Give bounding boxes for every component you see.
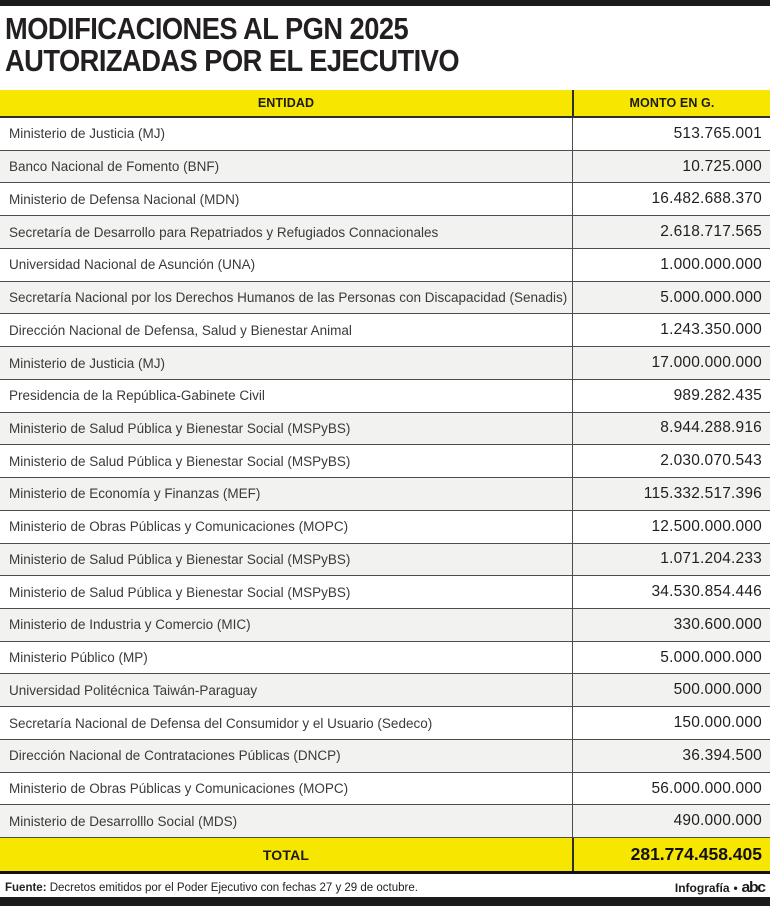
- entity-cell: Banco Nacional de Fomento (BNF): [9, 159, 220, 175]
- entity-cell: Ministerio Público (MP): [9, 650, 148, 666]
- table-row: [0, 380, 770, 413]
- table-row: [0, 805, 770, 838]
- amount-cell: 10.725.000: [572, 151, 770, 183]
- amount-cell: 5.000.000.000: [572, 282, 770, 314]
- entity-cell: Ministerio de Obras Públicas y Comunicaciones (MOPC): [9, 519, 349, 535]
- amount-cell: 989.282.435: [572, 380, 770, 412]
- table-row: [0, 282, 770, 315]
- amount-cell: 16.482.688.370: [572, 183, 770, 215]
- entity-cell: Secretaría Nacional por los Derechos Humanos de las Personas con Discapacidad (Senadis): [9, 290, 568, 306]
- amount-cell: 17.000.000.000: [572, 347, 770, 379]
- entity-cell: Secretaría Nacional de Defensa del Consumidor y el Usuario (Sedeco): [9, 715, 433, 731]
- table-row: [0, 576, 770, 609]
- table-row: [0, 674, 770, 707]
- amount-cell: 56.000.000.000: [572, 773, 770, 805]
- source-label: Fuente:: [5, 881, 47, 894]
- entity-cell: Ministerio de Defensa Nacional (MDN): [9, 191, 240, 207]
- table-row: [0, 183, 770, 216]
- table-row: [0, 707, 770, 740]
- amount-cell: 2.618.717.565: [572, 216, 770, 248]
- title-line-1: MODIFICACIONES AL PGN 2025: [5, 11, 409, 46]
- table-row: [0, 544, 770, 577]
- source-text: Decretos emitidos por el Poder Ejecutivo con fechas 27 y 29 de octubre.: [49, 881, 418, 894]
- table-row: [0, 642, 770, 675]
- total-amount: 281.774.458.405: [572, 838, 770, 871]
- table-row: [0, 118, 770, 151]
- table-row: [0, 314, 770, 347]
- table-row: [0, 478, 770, 511]
- total-row: [0, 838, 770, 874]
- amount-cell: 2.030.070.543: [572, 445, 770, 477]
- entity-cell: Ministerio de Industria y Comercio (MIC): [9, 617, 251, 633]
- table-row: [0, 347, 770, 380]
- amount-cell: 1.000.000.000: [572, 249, 770, 281]
- amount-cell: 150.000.000: [572, 707, 770, 739]
- amount-cell: 115.332.517.396: [572, 478, 770, 510]
- entity-cell: Secretaría de Desarrollo para Repatriados y Refugiados Connacionales: [9, 224, 439, 240]
- entity-cell: Universidad Nacional de Asunción (UNA): [9, 257, 256, 273]
- entity-cell: Universidad Politécnica Taiwán-Paraguay: [9, 682, 258, 698]
- credit-bullet: •: [733, 880, 738, 895]
- amount-cell: 513.765.001: [572, 118, 770, 150]
- amount-cell: 36.394.500: [572, 740, 770, 772]
- total-label: TOTAL: [262, 846, 310, 863]
- amount-cell: 8.944.288.916: [572, 413, 770, 445]
- column-header-monto: MONTO EN G.: [572, 90, 770, 116]
- column-header-entidad: ENTIDAD: [257, 96, 315, 110]
- entity-cell: Ministerio de Obras Públicas y Comunicaciones (MOPC): [9, 781, 349, 797]
- table-row: [0, 773, 770, 806]
- entity-cell: Presidencia de la República-Gabinete Civil: [9, 388, 265, 404]
- amount-cell: 330.600.000: [572, 609, 770, 641]
- entity-cell: Ministerio de Desarrolllo Social (MDS): [9, 813, 238, 829]
- entity-cell: Ministerio de Salud Pública y Bienestar Social (MSPyBS): [9, 453, 351, 469]
- table-row: [0, 216, 770, 249]
- amount-cell: 1.243.350.000: [572, 314, 770, 346]
- abc-logo: abc: [741, 879, 765, 896]
- entity-cell: Ministerio de Salud Pública y Bienestar Social (MSPyBS): [9, 551, 351, 567]
- table-row: [0, 151, 770, 184]
- entity-cell: Ministerio de Economía y Finanzas (MEF): [9, 486, 261, 502]
- table-row: [0, 249, 770, 282]
- table-row: [0, 740, 770, 773]
- amount-cell: 34.530.854.446: [572, 576, 770, 608]
- table-row: [0, 609, 770, 642]
- table-row: [0, 413, 770, 446]
- entity-cell: Ministerio de Justicia (MJ): [9, 355, 166, 371]
- title-line-2: AUTORIZADAS POR EL EJECUTIVO: [5, 43, 460, 78]
- entity-cell: Ministerio de Salud Pública y Bienestar Social (MSPyBS): [9, 420, 351, 436]
- credit-label: Infografía: [674, 880, 730, 895]
- bottom-divider-bar: [0, 897, 770, 906]
- source-note: [5, 882, 418, 894]
- amount-cell: 5.000.000.000: [572, 642, 770, 674]
- page-title: [0, 6, 770, 90]
- table-body: [0, 118, 770, 838]
- table-row: [0, 511, 770, 544]
- entity-cell: Ministerio de Salud Pública y Bienestar Social (MSPyBS): [9, 584, 351, 600]
- table-header-row: [0, 90, 770, 118]
- entity-cell: Dirección Nacional de Defensa, Salud y Bienestar Animal: [9, 322, 352, 338]
- entity-cell: Dirección Nacional de Contrataciones Públicas (DNCP): [9, 748, 341, 764]
- table-row: [0, 445, 770, 478]
- amount-cell: 490.000.000: [572, 805, 770, 837]
- entity-cell: Ministerio de Justicia (MJ): [9, 126, 166, 142]
- credit: [675, 879, 764, 896]
- amount-cell: 12.500.000.000: [572, 511, 770, 543]
- amount-cell: 1.071.204.233: [572, 544, 770, 576]
- budget-table: [0, 90, 770, 874]
- amount-cell: 500.000.000: [572, 674, 770, 706]
- footer: [0, 874, 770, 897]
